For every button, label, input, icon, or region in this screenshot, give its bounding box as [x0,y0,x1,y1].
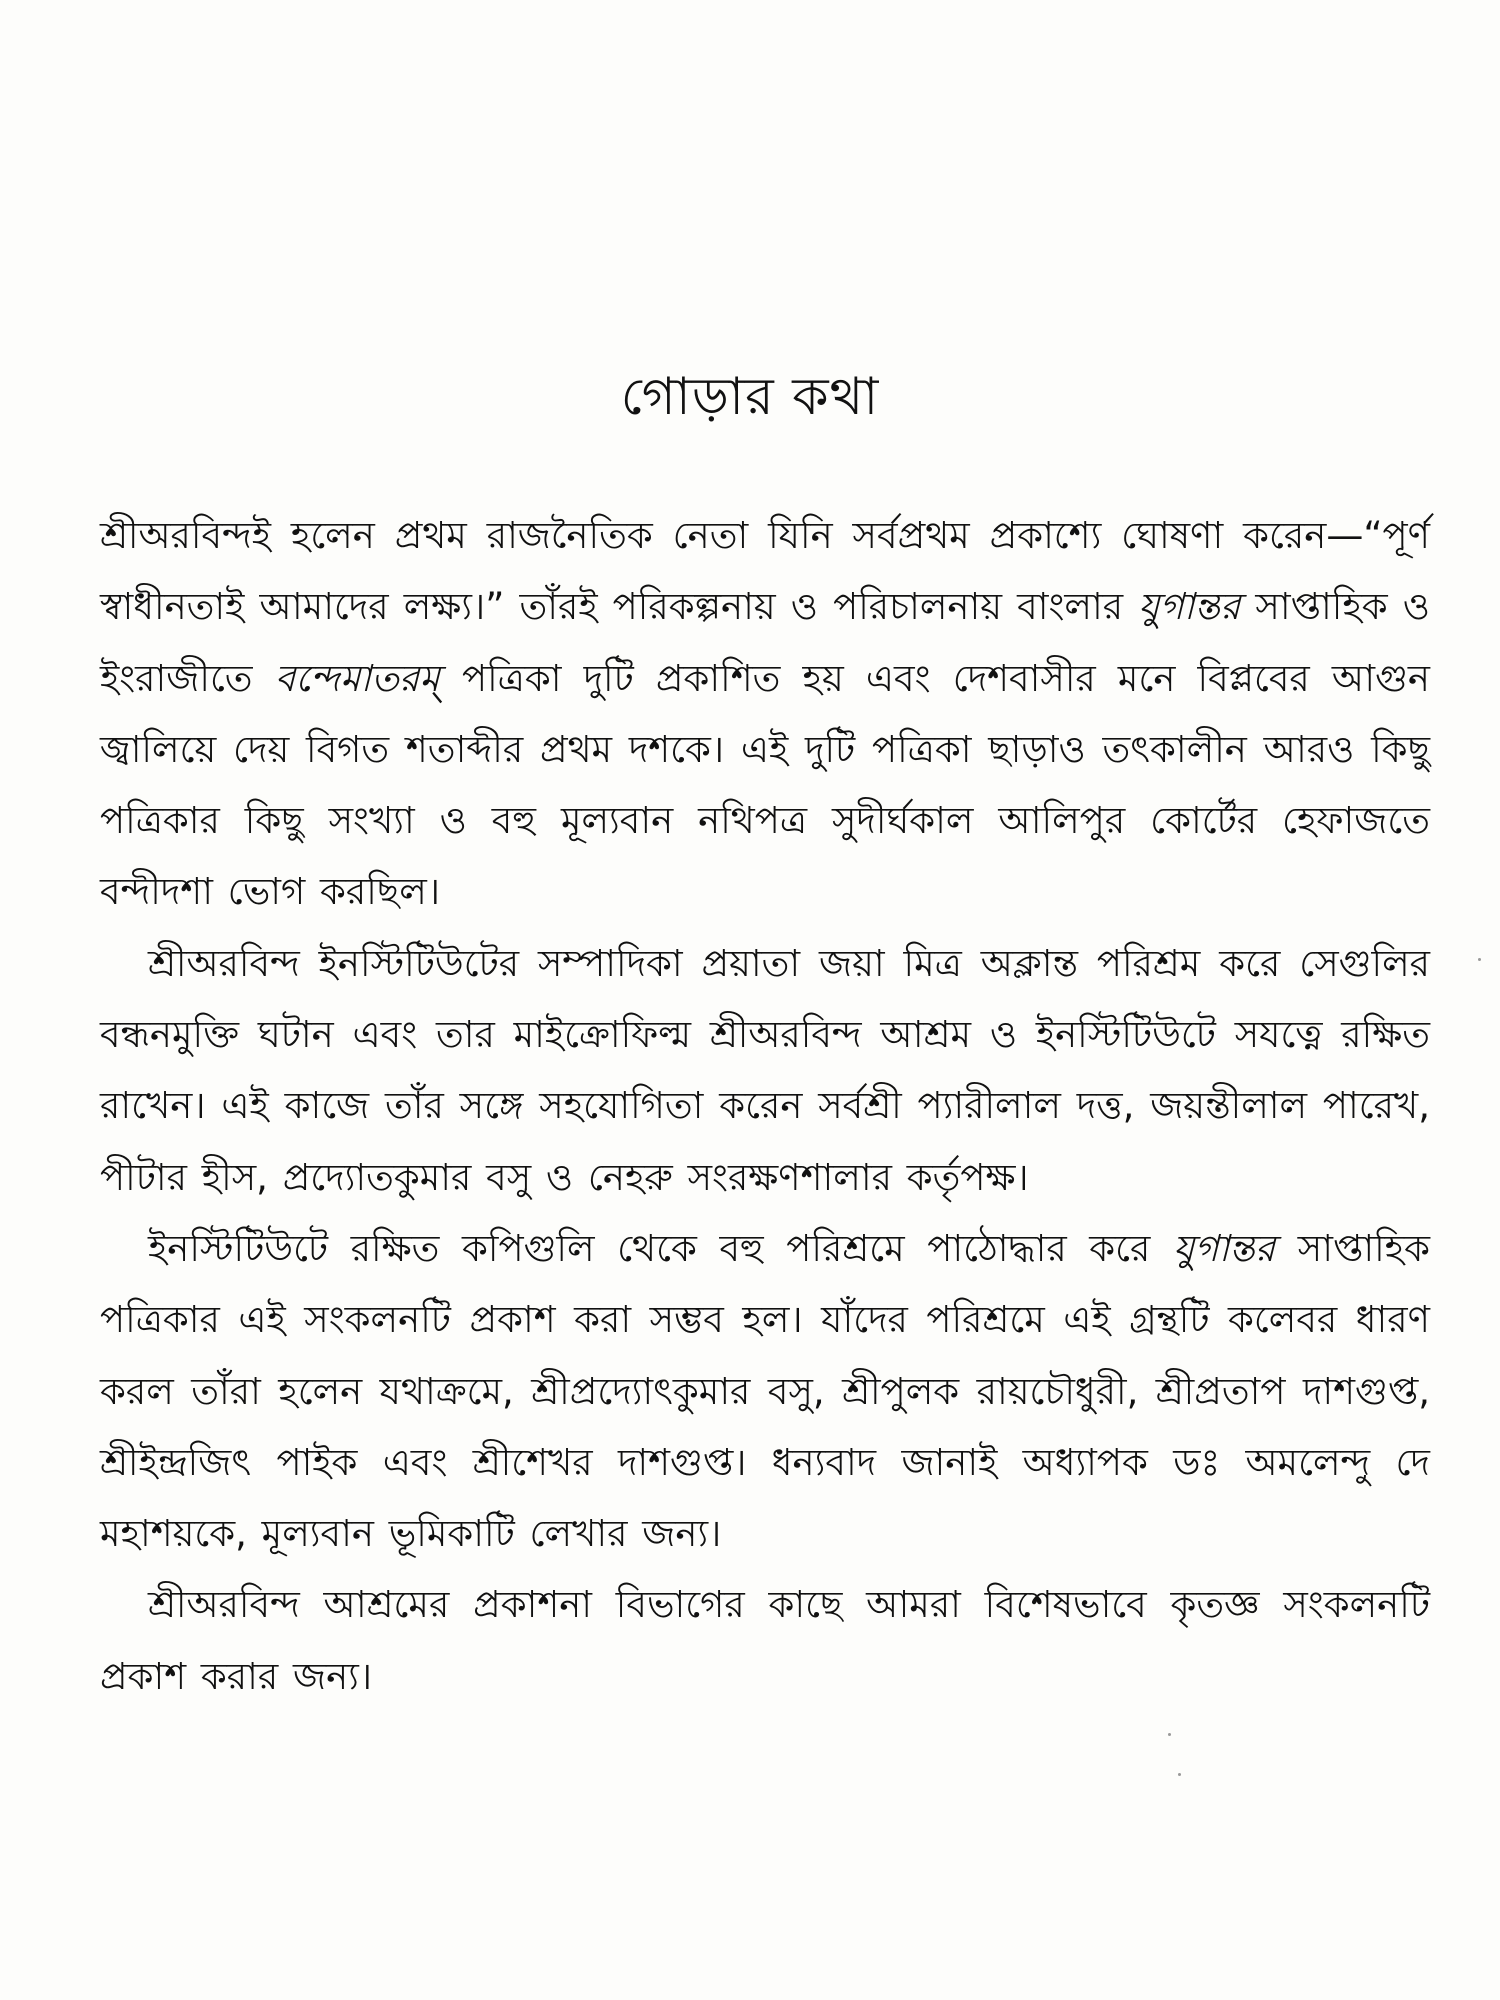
paragraph-3-text-a: ইনস্টিটিউটে রক্ষিত কপিগুলি থেকে বহু পরিশ্রমে পাঠোদ্ধার করে [148,1226,1174,1270]
paragraph-2-text: শ্রীঅরবিন্দ ইনস্টিটিউটের সম্পাদিকা প্রয়াতা জয়া মিত্র অক্লান্ত পরিশ্রম করে সেগুলির বন্ধনমুক্তি ঘটান এবং তার মাইক্রোফিল্ম শ্রীঅরবিন্দ আশ্রম ও ইনস্টিটিউটে সযত্নে রক্ষিত রাখেন। এই কাজে তাঁর সঙ্গে সহযোগিতা করেন সর্বশ্রী প্যারীলাল দত্ত, জয়ন্তীলাল পারেখ, পীটার হীস, প্রদ্যোতকুমার বসু ও নেহরু সংরক্ষণশালার কর্তৃপক্ষ। [100,941,1430,1199]
page-title: গোড়ার কথা [620,367,880,427]
body-text [100,500,1430,1712]
paragraph-1 [100,500,1430,928]
newspaper-name-bandemataram: বন্দেমাতরম্ [274,656,440,700]
newspaper-name-jugantar: যুগান্তর [1138,585,1241,629]
scan-speck [1168,1733,1171,1736]
newspaper-name-jugantar-2: যুগান্তর [1173,1226,1276,1270]
paragraph-1-text-a: শ্রীঅরবিন্দই হলেন প্রথম রাজনৈতিক নেতা যিনি সর্বপ্রথম প্রকাশ্যে ঘোষণা করেন—“পূর্ণ স্বাধীনতাই আমাদের লক্ষ্য।” তাঁরই পরিকল্পনায় ও পরিচালনায় বাংলার [100,514,1430,629]
paragraph-4-text: শ্রীঅরবিন্দ আশ্রমের প্রকাশনা বিভাগের কাছে আমরা বিশেষভাবে কৃতজ্ঞ সংকলনটি প্রকাশ করার জন্য। [100,1583,1430,1698]
paragraph-1-text-c: পত্রিকা দুটি প্রকাশিত হয় এবং দেশবাসীর মনে বিপ্লবের আগুন জ্বালিয়ে দেয় বিগত শতাব্দীর প্রথম দশকে। এই দুটি পত্রিকা ছাড়াও তৎকালীন আরও কিছু পত্রিকার কিছু সংখ্যা ও বহু মূল্যবান নথিপত্র সুদীর্ঘকাল আলিপুর কোর্টের হেফাজতে বন্দীদশা ভোগ করছিল। [100,656,1430,914]
paragraph-3 [100,1213,1430,1569]
paragraph-4 [100,1569,1430,1712]
paragraph-3-text-b: সাপ্তাহিক পত্রিকার এই সংকলনটি প্রকাশ করা সম্ভব হল। যাঁদের পরিশ্রমে এই গ্রন্থটি কলেবর ধারণ করল তাঁরা হলেন যথাক্রমে, শ্রীপ্রদ্যোৎকুমার বসু, শ্রীপুলক রায়চৌধুরী, শ্রীপ্রতাপ দাশগুপ্ত, শ্রীইন্দ্রজিৎ পাইক এবং শ্রীশেখর দাশগুপ্ত। ধন্যবাদ জানাই অধ্যাপক ডঃ অমলেন্দু দে মহাশয়কে, মূল্যবান ভূমিকাটি লেখার জন্য। [100,1226,1430,1556]
scan-speck [1478,958,1481,961]
paragraph-1-text-b: সাপ্তাহিক ও ইংরাজীতে [100,585,1430,700]
scan-speck [1178,1773,1181,1776]
paragraph-2 [100,928,1430,1213]
